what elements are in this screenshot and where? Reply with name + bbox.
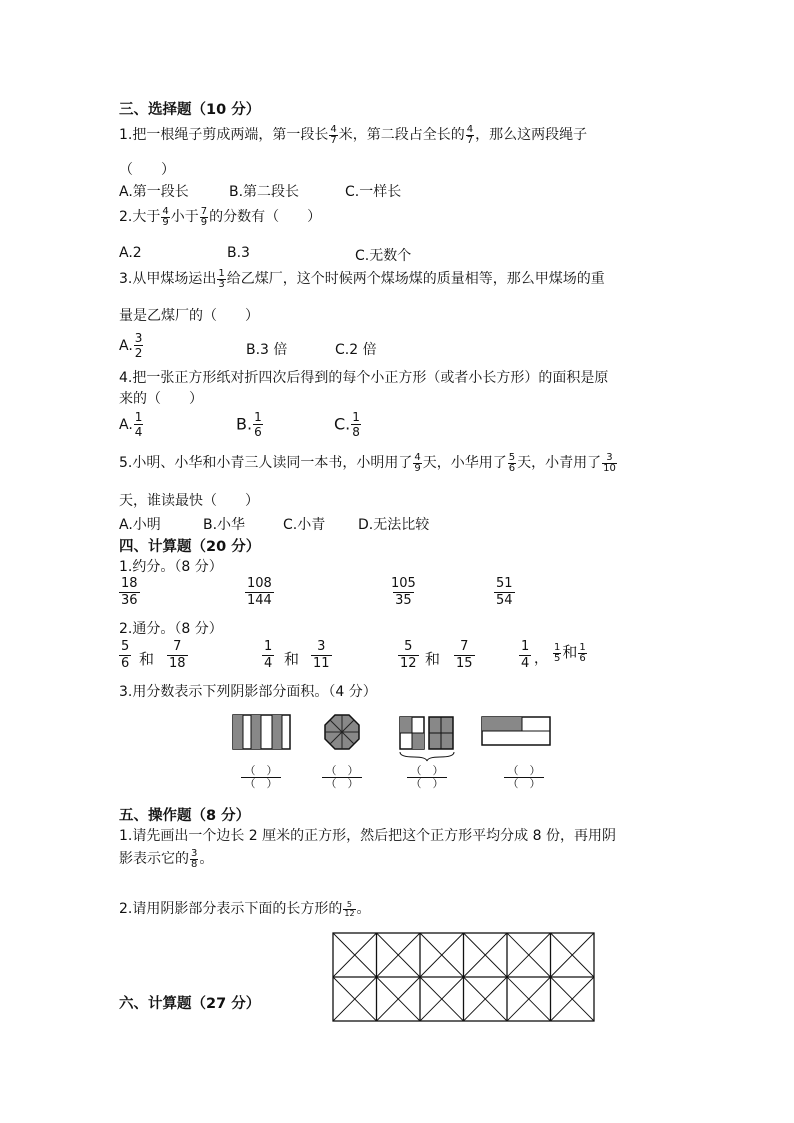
q3-option-c: C.2 倍 [335,342,377,358]
q4-line-2: 来的（ ） [119,391,203,407]
fraction: $\frac{4}{7}$ [330,123,337,146]
q4-option-c: C. $\frac{1}{8}$ [334,410,360,439]
reduce-fraction-2: 108 144 [247,576,272,608]
answer-blank[interactable]: （ ） （ ） [241,765,281,790]
q4-option-b: B. $\frac{1}{6}$ [236,410,262,439]
s4-part-2: 2.通分。（8 分） [119,621,223,637]
q2-option-b: B.3 [227,245,250,261]
common-1b: 7 18 [169,639,186,671]
q4-line-1: 4.把一张正方形纸对折四次后得到的每个小正方形（或者小长方形）的面积是原 [119,370,609,386]
q1-text-post: ，那么这两段绳子 [475,127,588,143]
q1-option-b: B.第二段长 [229,184,300,200]
q3-option-b: B.3 倍 [246,342,288,358]
q5-option-a: A.小明 [119,517,161,533]
answer-blank[interactable]: （ ） （ ） [407,765,447,790]
divided-rectangle-figure [482,717,550,745]
common-4a: 1 4 [521,639,530,671]
reduce-fraction-3: 105 35 [391,576,416,608]
answer-blank[interactable]: （ ） （ ） [322,765,362,790]
q1-text-mid: 米，第二段占全长的 [338,127,465,143]
q1-option-a: A.第一段长 [119,184,189,200]
section-5-heading: 五、操作题（8 分） [119,808,251,824]
s5-q1-line-1: 1.请先画出一个边长 2 厘米的正方形，然后把这个正方形平均分成 8 份，再用阴 [119,828,616,844]
common-2b: 3 11 [313,639,330,671]
and-label: 和 [425,650,441,668]
section-3-heading: 三、选择题（10 分） [119,102,261,118]
octagon-figure [325,715,359,749]
question-1 [119,124,587,146]
question-5: 5.小明、小华和小青三人读同一本书，小明用了 $\frac{4}{9}$ 天，小华用了 $\frac{5}{6}$ 天，小青用了 $\frac{3}{10}$ [119,451,616,474]
q1-option-c: C.一样长 [345,184,402,200]
two-squares-figure [400,717,454,761]
q3-line-2: 量是乙煤厂的（ ） [119,308,259,324]
q5-option-b: B.小华 [203,517,246,533]
common-2a: 1 4 [264,639,273,671]
question-3: 3.从甲煤场运出 $\frac{1}{3}$ 给乙煤厂，这个时候两个煤场煤的质量相等，那么甲煤场的重 [119,267,605,290]
q2-option-a: A.2 [119,245,142,261]
reduce-fraction-4: 51 54 [496,576,513,608]
fraction: $\frac{4}{7}$ [466,123,474,146]
question-2: 2.大于 $\frac{4}{9}$ 小于 $\frac{7}{9}$ 的分数有（ ） [119,205,322,228]
q3-option-a: A. $\frac{3}{2}$ [119,331,143,360]
and-label: 和 [139,650,155,668]
s5-q2: 2.请用阴影部分表示下面的长方形的 $\frac{5}{12}$ 。 [119,899,371,918]
q5-option-c: C.小青 [283,517,326,533]
reduce-fraction-1: 18 36 [121,576,138,608]
q1-text: 1.把一根绳子剪成两端，第一段长 [119,127,329,143]
grid-rectangle[interactable] [332,932,596,1024]
common-1a: 5 6 [121,639,130,671]
q5-option-d: D.无法比较 [358,517,430,533]
s4-part-1: 1.约分。（8 分） [119,559,223,575]
q5-line-2: 天，谁读最快（ ） [119,493,259,509]
q2-option-c: C.无数个 [355,248,412,264]
section-6-heading: 六、计算题（27 分） [119,996,261,1012]
answer-blank[interactable]: （ ） （ ） [504,765,544,790]
q1-answer-blank: （ ） [119,162,175,178]
striped-rectangle-figure [233,715,290,749]
s4-part-3: 3.用分数表示下列阴影部分面积。（4 分） [119,684,377,700]
common-3a: 5 12 [400,639,417,671]
shaded-figures [230,712,560,772]
s5-q1-line-2: 影表示它的 $\frac{3}{8}$ 。 [119,847,214,870]
common-3b: 7 15 [456,639,473,671]
common-4-rest: $\frac{1}{5}$ 和 $\frac{1}{6}$ [554,641,586,664]
q4-option-a: A. $\frac{1}{4}$ [119,410,143,439]
and-label: 和 [284,650,300,668]
section-4-heading: 四、计算题（20 分） [119,539,261,555]
comma: ， [534,651,548,667]
